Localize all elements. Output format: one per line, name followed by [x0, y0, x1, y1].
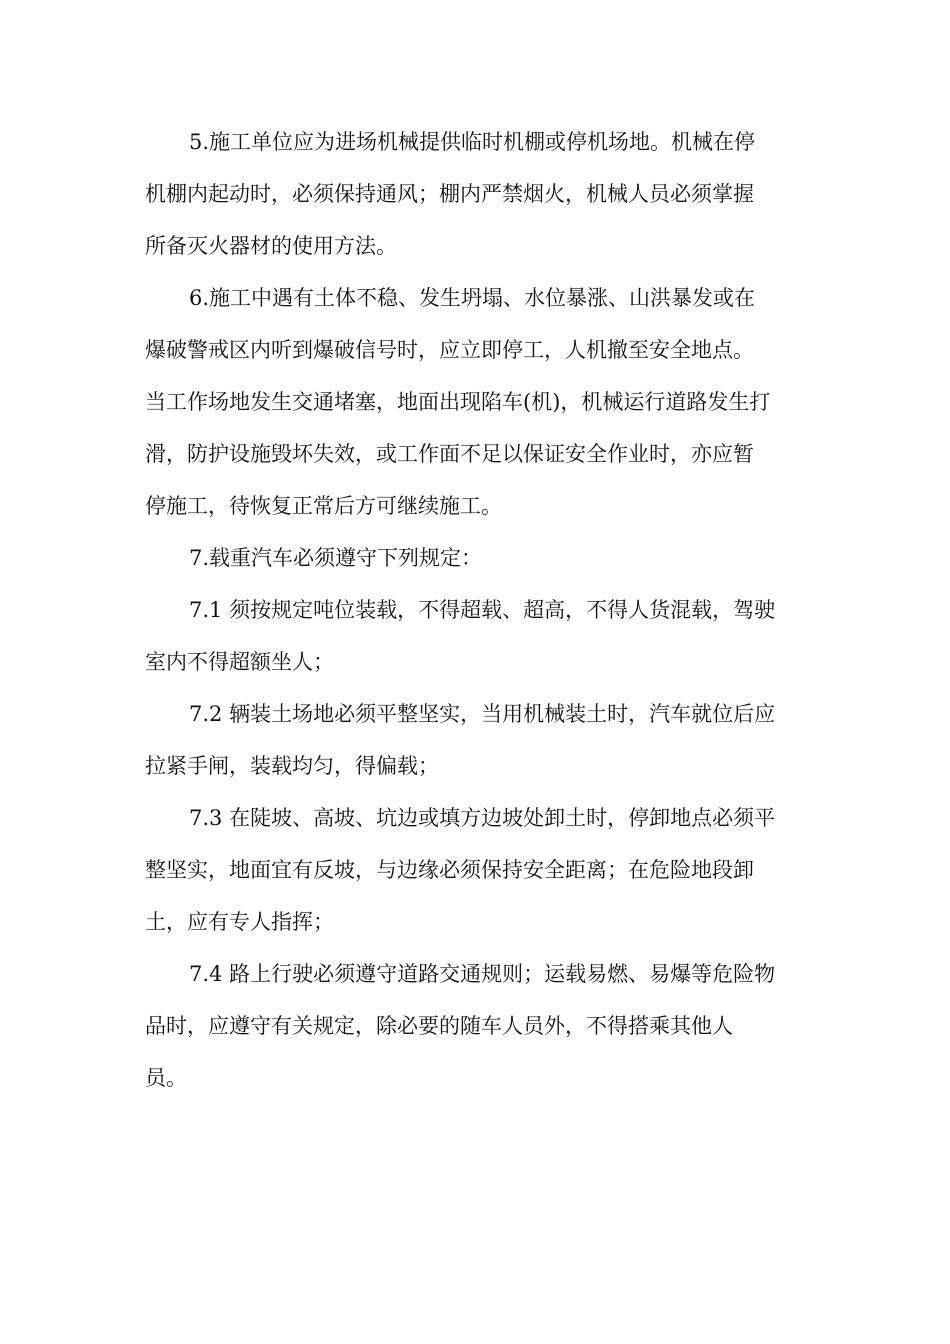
paragraph-line: 7.载重汽车必须遵守下列规定：: [189, 546, 483, 570]
document-body: [145, 116, 810, 1104]
paragraph-line: 品时，应遵守有关规定，除必要的随车人员外，不得搭乘其他人: [145, 1014, 733, 1038]
paragraph-line: 室内不得超额坐人；: [145, 650, 334, 674]
paragraph-line: 7.4 路上行驶必须遵守道路交通规则；运载易燃、易爆等危险物: [189, 962, 776, 986]
paragraph-7-3: [145, 792, 810, 948]
paragraph-line: 机棚内起动时，必须保持通风；棚内严禁烟火，机械人员必须掌握: [145, 182, 754, 206]
paragraph-line: 7.1 须按规定吨位装载，不得超载、超高，不得人货混载，驾驶: [189, 598, 776, 622]
paragraph-line: 7.3 在陡坡、高坡、坑边或填方边坡处卸土时，停卸地点必须平: [189, 806, 776, 830]
paragraph-7-1: [145, 584, 810, 688]
paragraph-line: 停施工，待恢复正常后方可继续施工。: [145, 494, 502, 518]
paragraph-5: [145, 116, 810, 272]
paragraph-line: 整坚实，地面宜有反坡，与边缘必须保持安全距离；在危险地段卸: [145, 858, 754, 882]
paragraph-7: [145, 532, 810, 584]
paragraph-6: [145, 272, 810, 532]
paragraph-7-4: [145, 948, 810, 1104]
paragraph-line: 当工作场地发生交通堵塞，地面出现陷车(机)，机械运行道路发生打: [145, 390, 771, 414]
paragraph-line: 滑，防护设施毁坏失效，或工作面不足以保证安全作业时，亦应暂: [145, 442, 754, 466]
paragraph-line: 6.施工中遇有土体不稳、发生坍塌、水位暴涨、山洪暴发或在: [189, 286, 756, 310]
paragraph-line: 员。: [145, 1066, 187, 1090]
paragraph-7-2: [145, 688, 810, 792]
paragraph-line: 5.施工单位应为进场机械提供临时机棚或停机场地。机械在停: [189, 130, 756, 154]
paragraph-line: 爆破警戒区内听到爆破信号时，应立即停工，人机撤至安全地点。: [145, 338, 754, 362]
paragraph-line: 拉紧手闸，装载均匀，得偏载；: [145, 754, 439, 778]
paragraph-line: 所备灭火器材的使用方法。: [145, 234, 397, 258]
paragraph-line: 土，应有专人指挥；: [145, 910, 334, 934]
paragraph-line: 7.2 辆装土场地必须平整坚实，当用机械装土时，汽车就位后应: [189, 702, 776, 726]
